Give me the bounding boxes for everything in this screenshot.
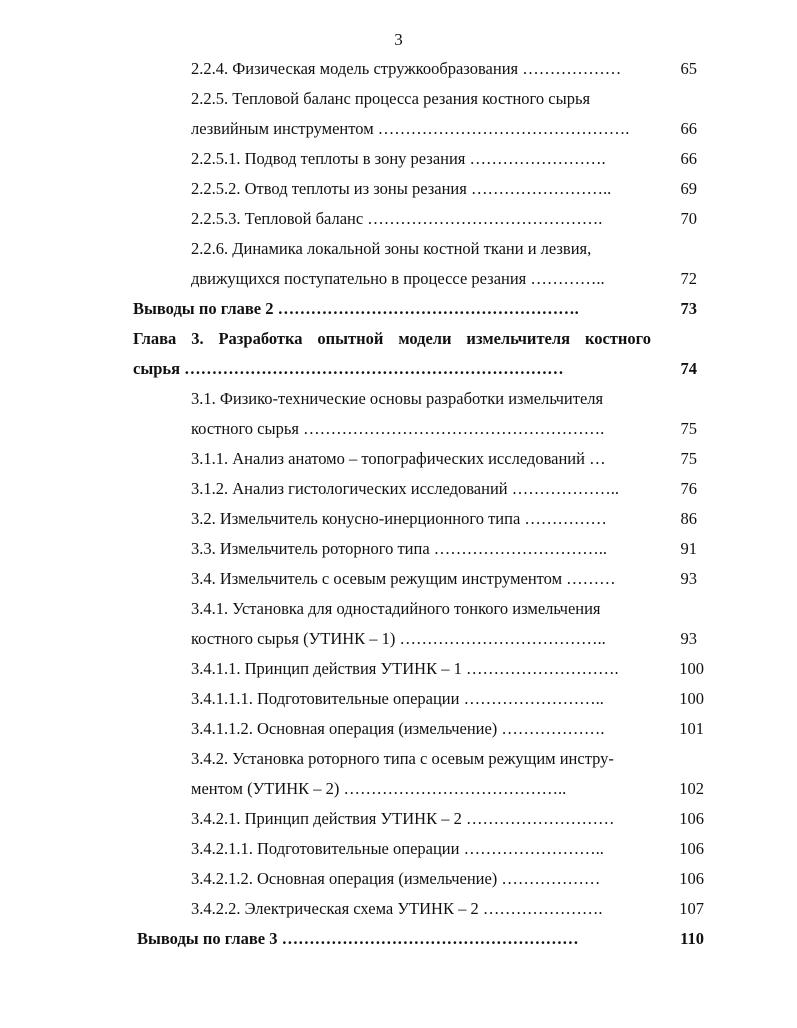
toc-entry-page: 106 xyxy=(679,839,704,858)
toc-entry-page: 100 xyxy=(679,659,704,678)
toc-entry-text: движущихся поступательно в процессе резания ………….. xyxy=(191,269,605,288)
toc-entry-page: 75 xyxy=(680,419,697,438)
toc-entry-page: 101 xyxy=(679,719,704,738)
toc-entry-text: 3.1.2. Анализ гистологических исследований ……………….. xyxy=(191,479,620,498)
toc-entry-text: 3.4.1.1. Принцип действия УТИНК – 1 ………………………. xyxy=(191,659,619,678)
toc-entry-text: 2.2.6. Динамика локальной зоны костной ткани и лезвия, xyxy=(191,239,592,258)
toc-entry-text: 2.2.5.3. Тепловой баланс ……………………………………. xyxy=(191,209,603,228)
toc-entry-text: 3.4.1.1.2. Основная операция (измельчение) ………………. xyxy=(191,719,605,738)
page-number: 3 xyxy=(394,30,403,49)
toc-entry-text: 3.2. Измельчитель конусно-инерционного типа …………… xyxy=(191,509,607,528)
toc-entry-text: ментом (УТИНК – 2) ………………………………….. xyxy=(191,779,567,798)
toc-entry-page: 93 xyxy=(680,629,697,648)
toc-entry-text: 2.2.4. Физическая модель стружкообразования ……………… xyxy=(191,59,622,78)
toc-entry-page: 106 xyxy=(679,869,704,888)
toc-entry-page: 91 xyxy=(680,539,697,558)
toc-entry-page: 107 xyxy=(679,899,704,918)
toc-entry-page: 100 xyxy=(679,689,704,708)
toc-entry-page: 110 xyxy=(680,929,704,948)
toc-entry-text: костного сырья ………………………………………………. xyxy=(191,419,605,438)
toc-entry-page: 66 xyxy=(680,149,697,168)
toc-entry-text: 3.4.2.2. Электрическая схема УТИНК – 2 …………………. xyxy=(191,899,603,918)
toc-entry-text: 2.2.5.1. Подвод теплоты в зону резания ……………………. xyxy=(191,149,606,168)
toc-entry-text: 2.2.5.2. Отвод теплоты из зоны резания …………………….. xyxy=(191,179,612,198)
chapter-title: Глава 3. Разработка опытной модели измельчителя костного xyxy=(133,329,651,348)
toc-entry-page: 106 xyxy=(679,809,704,828)
toc-entry-text: 3.4.2.1.1. Подготовительные операции …………………….. xyxy=(191,839,604,858)
toc-entry-page: 102 xyxy=(679,779,704,798)
toc-entry-page: 66 xyxy=(680,119,697,138)
toc-entry-text: 3.4.2. Установка роторного типа с осевым режущим инстру- xyxy=(191,749,614,768)
toc-entry-text: 3.4.2.1.2. Основная операция (измельчение) ……………… xyxy=(191,869,601,888)
toc-entry-text: 3.4. Измельчитель с осевым режущим инструментом ……… xyxy=(191,569,616,588)
toc-entry-page: 73 xyxy=(680,299,697,318)
toc-entry-page: 70 xyxy=(680,209,697,228)
toc-entry-text: 3.4.1.1.1. Подготовительные операции …………………….. xyxy=(191,689,604,708)
toc-entry-text: 3.3. Измельчитель роторного типа ………………………….. xyxy=(191,539,608,558)
toc-entry-page: 93 xyxy=(680,569,697,588)
toc-entry-text: лезвийным инструментом ………………………………………. xyxy=(191,119,630,138)
toc-entry-page: 75 xyxy=(680,449,697,468)
toc-entry-text: 3.1.1. Анализ анатомо – топографических исследований … xyxy=(191,449,606,468)
toc-entry-text: 2.2.5. Тепловой баланс процесса резания костного сырья xyxy=(191,89,591,108)
toc-entry-page: 69 xyxy=(680,179,697,198)
toc-entry-text: Выводы по главе 2 ………………………………………………. xyxy=(133,299,579,318)
toc-entry-page: 86 xyxy=(680,509,697,528)
toc-entry-text: сырья …………………………………………………………… xyxy=(133,359,564,378)
toc-entry-text: Выводы по главе 3 ……………………………………………… xyxy=(137,929,579,948)
toc-entry-text: 3.4.1. Установка для одностадийного тонкого измельчения xyxy=(191,599,601,618)
toc-entry-page: 72 xyxy=(680,269,697,288)
toc-entry-page: 65 xyxy=(680,59,697,78)
toc-entry-text: 3.4.2.1. Принцип действия УТИНК – 2 ……………………… xyxy=(191,809,615,828)
toc-entry-page: 76 xyxy=(680,479,697,498)
toc-entry-text: 3.1. Физико-технические основы разработки измельчителя xyxy=(191,389,604,408)
toc-entry-page: 74 xyxy=(680,359,697,378)
toc-entry-text: костного сырья (УТИНК – 1) ……………………………….. xyxy=(191,629,606,648)
